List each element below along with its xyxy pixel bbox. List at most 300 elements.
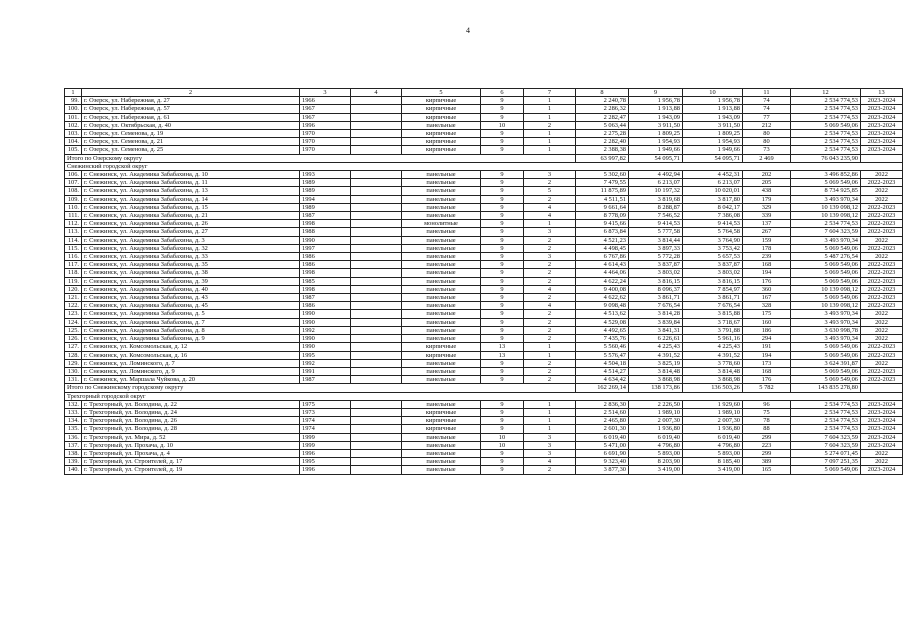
total-cell: 63 997,82: [576, 154, 629, 162]
table-cell: 74: [743, 97, 791, 105]
table-cell: 6 213,07: [683, 179, 743, 187]
table-cell: 9: [481, 318, 524, 326]
table-cell: 111.: [65, 212, 82, 220]
table-row: [65, 253, 903, 261]
table-cell: 2022: [861, 236, 903, 244]
table-cell: 3 817,80: [683, 195, 743, 203]
table-cell: [351, 138, 402, 146]
table-cell: 9: [481, 449, 524, 457]
total-cell: 54 095,71: [683, 154, 743, 162]
table-cell: 2 534 774,53: [791, 130, 861, 138]
table-cell: 2022-2023: [861, 376, 903, 384]
table-cell: 130.: [65, 367, 82, 375]
table-cell: 4 796,80: [683, 441, 743, 449]
table-cell: 9: [481, 228, 524, 236]
table-cell: 4 521,23: [576, 236, 629, 244]
table-row: [65, 359, 903, 367]
table-cell: 1974: [300, 417, 351, 425]
table-cell: 1: [524, 146, 576, 154]
table-cell: 2022: [861, 458, 903, 466]
table-cell: 3: [524, 253, 576, 261]
table-cell: 3 816,15: [629, 277, 683, 285]
table-cell: 2022-2023: [861, 269, 903, 277]
table-cell: 2 534 774,53: [791, 113, 861, 121]
table-cell: 3 897,33: [629, 244, 683, 252]
table-cell: 137: [743, 220, 791, 228]
table-cell: [351, 179, 402, 187]
table-cell: г. Снежинск, ул. Академика Забабахина, д. 5: [82, 310, 300, 318]
table-cell: 339: [743, 212, 791, 220]
column-number-6: 6: [481, 89, 524, 97]
table-cell: 1974: [300, 425, 351, 433]
table-cell: г. Снежинск, ул. Ломинского, д. 9: [82, 367, 300, 375]
table-cell: [351, 351, 402, 359]
table-cell: панельные: [402, 458, 481, 466]
table-row: [65, 212, 903, 220]
table-cell: 99.: [65, 97, 82, 105]
table-cell: 9: [481, 400, 524, 408]
table-cell: [351, 335, 402, 343]
table-cell: 175: [743, 310, 791, 318]
table-cell: 9: [481, 97, 524, 105]
table-cell: 106.: [65, 171, 82, 179]
table-cell: 1: [524, 113, 576, 121]
table-cell: 2 836,30: [576, 400, 629, 408]
table-cell: 7 546,52: [629, 212, 683, 220]
table-cell: кирпичные: [402, 417, 481, 425]
table-cell: [351, 228, 402, 236]
table-cell: г. Озерск, ул. Семенова, д. 21: [82, 138, 300, 146]
table-cell: 2022-2023: [861, 244, 903, 252]
table-cell: 9: [481, 179, 524, 187]
table-cell: панельные: [402, 302, 481, 310]
table-cell: 6 019,40: [576, 433, 629, 441]
table-cell: панельные: [402, 277, 481, 285]
table-cell: 2: [524, 326, 576, 334]
table-cell: 1967: [300, 105, 351, 113]
table-row: [65, 466, 903, 474]
total-cell: 143 835 278,80: [791, 384, 861, 392]
table-cell: 5 777,58: [629, 228, 683, 236]
total-label: Итого по Озерскому округу: [65, 154, 576, 162]
table-cell: 3 861,71: [629, 294, 683, 302]
table-cell: панельные: [402, 376, 481, 384]
table-row: [65, 113, 903, 121]
table-cell: панельные: [402, 228, 481, 236]
table-cell: г. Снежинск, ул. Академика Забабахина, д. 9: [82, 335, 300, 343]
table-cell: [351, 97, 402, 105]
table-cell: панельные: [402, 318, 481, 326]
total-cell: 2 469: [743, 154, 791, 162]
table-cell: 7 097 251,35: [791, 458, 861, 466]
table-cell: панельные: [402, 179, 481, 187]
table-cell: 2023-2024: [861, 130, 903, 138]
table-cell: панельные: [402, 433, 481, 441]
table-cell: 121.: [65, 294, 82, 302]
table-cell: 2 007,30: [629, 417, 683, 425]
table-cell: 4 511,51: [576, 195, 629, 203]
table-cell: 5 069 549,06: [791, 121, 861, 129]
table-cell: 1 989,10: [683, 408, 743, 416]
table-cell: панельные: [402, 203, 481, 211]
table-cell: 2 534 774,53: [791, 220, 861, 228]
table-cell: [351, 130, 402, 138]
table-cell: 9 098,48: [576, 302, 629, 310]
table-cell: кирпичные: [402, 130, 481, 138]
table-cell: 5 069 549,06: [791, 351, 861, 359]
table-cell: 1992: [300, 326, 351, 334]
table-cell: 1993: [300, 171, 351, 179]
table-cell: 9: [481, 408, 524, 416]
table-cell: 6 019,40: [629, 433, 683, 441]
table-cell: 1 954,93: [683, 138, 743, 146]
table-cell: г. Трехгорный, ул. Володина, д. 24: [82, 408, 300, 416]
table-cell: 1966: [300, 97, 351, 105]
table-cell: г. Снежинск, ул. Академика Забабахина, д. 7: [82, 318, 300, 326]
column-number-2: 2: [82, 89, 300, 97]
table-cell: 3 630 998,78: [791, 326, 861, 334]
table-cell: 117.: [65, 261, 82, 269]
table-cell: [351, 187, 402, 195]
table-cell: 205: [743, 179, 791, 187]
column-number-12: 12: [791, 89, 861, 97]
table-cell: 9: [481, 146, 524, 154]
table-row: [65, 318, 903, 326]
table-cell: г. Снежинск, ул. Академика Забабахина, д. 11: [82, 179, 300, 187]
table-cell: 2022: [861, 335, 903, 343]
table-row: [65, 408, 903, 416]
table-cell: 2023-2024: [861, 138, 903, 146]
table-cell: 2023-2024: [861, 417, 903, 425]
table-cell: г. Снежинск, ул. Академика Забабахина, д. 43: [82, 294, 300, 302]
table-body: [65, 89, 903, 475]
table-cell: 118.: [65, 269, 82, 277]
table-cell: 75: [743, 408, 791, 416]
table-cell: [351, 326, 402, 334]
table-row: [65, 244, 903, 252]
table-cell: 1996: [300, 466, 351, 474]
table-cell: 5 560,46: [576, 343, 629, 351]
table-row: [65, 441, 903, 449]
table-cell: 2: [524, 318, 576, 326]
table-cell: 4 529,08: [576, 318, 629, 326]
table-cell: г. Снежинск, ул. Академика Забабахина, д. 45: [82, 302, 300, 310]
table-cell: 4: [524, 302, 576, 310]
table-cell: г. Трехгорный, ул. Володина, д. 28: [82, 425, 300, 433]
table-cell: 9 414,53: [683, 220, 743, 228]
table-cell: 2: [524, 269, 576, 277]
table-cell: 2: [524, 179, 576, 187]
total-cell: 76 043 235,90: [791, 154, 861, 162]
table-cell: 3: [524, 441, 576, 449]
table-cell: г. Снежинск, ул. Академика Забабахина, д. 8: [82, 326, 300, 334]
table-cell: 1991: [300, 367, 351, 375]
table-cell: 329: [743, 203, 791, 211]
table-cell: кирпичные: [402, 146, 481, 154]
table-row: [65, 269, 903, 277]
table-cell: 9: [481, 302, 524, 310]
table-cell: 1990: [300, 335, 351, 343]
table-cell: 9 415,66: [576, 220, 629, 228]
table-cell: [351, 343, 402, 351]
table-cell: 1970: [300, 146, 351, 154]
table-cell: 10 139 098,12: [791, 212, 861, 220]
table-cell: [351, 417, 402, 425]
table-cell: 6 691,90: [576, 449, 629, 457]
table-cell: 109.: [65, 195, 82, 203]
table-cell: 9: [481, 285, 524, 293]
table-cell: 2 534 774,53: [791, 146, 861, 154]
table-cell: 7 604 323,59: [791, 228, 861, 236]
table-cell: 294: [743, 335, 791, 343]
total-row: [65, 154, 903, 162]
table-cell: 5 772,28: [629, 253, 683, 261]
table-cell: 4 225,43: [683, 343, 743, 351]
table-cell: 9: [481, 236, 524, 244]
table-cell: 9: [481, 203, 524, 211]
table-cell: 4: [524, 203, 576, 211]
table-cell: [351, 212, 402, 220]
total-cell: 54 095,71: [629, 154, 683, 162]
table-cell: г. Снежинск, ул. Ломинского, д. 7: [82, 359, 300, 367]
table-cell: 5 069 549,06: [791, 244, 861, 252]
table-cell: 9: [481, 417, 524, 425]
table-cell: [351, 466, 402, 474]
table-cell: 2022: [861, 253, 903, 261]
table-cell: 3 791,88: [683, 326, 743, 334]
table-cell: 113.: [65, 228, 82, 236]
table-cell: 5 069 549,06: [791, 269, 861, 277]
table-cell: 1: [524, 408, 576, 416]
table-cell: 1: [524, 417, 576, 425]
table-cell: 1998: [300, 285, 351, 293]
table-cell: 4 634,42: [576, 376, 629, 384]
table-cell: 186: [743, 326, 791, 334]
table-row: [65, 261, 903, 269]
table-cell: 1970: [300, 130, 351, 138]
table-cell: 2023-2024: [861, 408, 903, 416]
table-row: [65, 310, 903, 318]
table-cell: 9: [481, 294, 524, 302]
table-row: [65, 105, 903, 113]
table-cell: панельные: [402, 335, 481, 343]
table-cell: 134.: [65, 417, 82, 425]
table-cell: 1 954,93: [629, 138, 683, 146]
table-cell: 138.: [65, 449, 82, 457]
table-cell: 2023-2024: [861, 105, 903, 113]
table-row: [65, 179, 903, 187]
table-cell: панельные: [402, 400, 481, 408]
table-cell: 1990: [300, 236, 351, 244]
table-cell: 4 513,62: [576, 310, 629, 318]
table-cell: г. Снежинск, ул. Академика Забабахина, д. 26: [82, 220, 300, 228]
table-cell: 2023-2024: [861, 400, 903, 408]
total-cell: 5 782: [743, 384, 791, 392]
table-cell: 4 391,52: [683, 351, 743, 359]
table-cell: 1985: [300, 277, 351, 285]
table-row: [65, 449, 903, 457]
table-cell: 160: [743, 318, 791, 326]
table-cell: г. Снежинск, ул. Академика Забабахина, д. 13: [82, 187, 300, 195]
table-row: [65, 433, 903, 441]
table-cell: 8 096,37: [629, 285, 683, 293]
table-cell: 2: [524, 244, 576, 252]
table-cell: 1 936,80: [683, 425, 743, 433]
table-cell: 6 019,40: [683, 433, 743, 441]
table-row: [65, 302, 903, 310]
table-cell: [351, 261, 402, 269]
table-cell: 1: [524, 105, 576, 113]
table-cell: 5 063,44: [576, 121, 629, 129]
table-cell: 1 949,66: [629, 146, 683, 154]
table-cell: кирпичные: [402, 97, 481, 105]
table-cell: 4 225,43: [629, 343, 683, 351]
table-row: [65, 228, 903, 236]
table-cell: 2022: [861, 195, 903, 203]
table-cell: 5 893,00: [683, 449, 743, 457]
table-cell: 1998: [300, 269, 351, 277]
table-cell: 123.: [65, 310, 82, 318]
table-cell: 2022-2023: [861, 228, 903, 236]
table-cell: 4: [524, 285, 576, 293]
table-cell: [351, 359, 402, 367]
table-cell: 107.: [65, 179, 82, 187]
column-number-8: 8: [576, 89, 629, 97]
table-cell: 7 435,76: [576, 335, 629, 343]
table-cell: 9: [481, 425, 524, 433]
table-cell: 3 718,67: [683, 318, 743, 326]
table-row: [65, 335, 903, 343]
table-cell: 1: [524, 351, 576, 359]
table-cell: 5 657,53: [683, 253, 743, 261]
table-cell: 128.: [65, 351, 82, 359]
table-cell: 4 391,52: [629, 351, 683, 359]
table-cell: панельные: [402, 121, 481, 129]
table-cell: 2023-2024: [861, 466, 903, 474]
table-cell: 116.: [65, 253, 82, 261]
table-cell: 10 197,32: [629, 187, 683, 195]
table-cell: г. Трехгорный, ул. Володина, д. 26: [82, 417, 300, 425]
table-cell: 1992: [300, 359, 351, 367]
table-cell: 2 534 774,53: [791, 417, 861, 425]
table-cell: г. Трехгорный, ул. Володина, д. 22: [82, 400, 300, 408]
table-cell: 2: [524, 121, 576, 129]
table-cell: 2 534 774,53: [791, 105, 861, 113]
total-cell: 136 503,26: [683, 384, 743, 392]
table-cell: кирпичные: [402, 425, 481, 433]
table-cell: 2 388,38: [576, 146, 629, 154]
table-cell: 2022: [861, 187, 903, 195]
table-cell: г. Трехгорный, ул. Строителей, д. 19: [82, 466, 300, 474]
table-cell: 5 069 549,06: [791, 277, 861, 285]
table-cell: 5: [524, 187, 576, 195]
table-cell: [351, 449, 402, 457]
table-cell: 9: [481, 130, 524, 138]
table-cell: панельные: [402, 367, 481, 375]
table-cell: 4: [524, 212, 576, 220]
table-cell: г. Снежинск, ул. Маршала Чуйкова, д. 20: [82, 376, 300, 384]
table-cell: 5 576,47: [576, 351, 629, 359]
table-cell: 2: [524, 376, 576, 384]
table-cell: 6 767,86: [576, 253, 629, 261]
table-row: [65, 220, 903, 228]
table-cell: 328: [743, 302, 791, 310]
table-row: [65, 294, 903, 302]
table-cell: 1999: [300, 441, 351, 449]
table-cell: панельные: [402, 187, 481, 195]
table-cell: 1975: [300, 400, 351, 408]
table-cell: 8 042,17: [683, 203, 743, 211]
table-cell: [351, 105, 402, 113]
table-cell: 5 069 549,06: [791, 261, 861, 269]
table-cell: 3 837,87: [683, 261, 743, 269]
table-row: [65, 121, 903, 129]
table-cell: 2: [524, 466, 576, 474]
table-cell: 6 226,61: [629, 335, 683, 343]
table-cell: 9 414,53: [629, 220, 683, 228]
table-cell: 11 875,89: [576, 187, 629, 195]
table-cell: 3 803,02: [629, 269, 683, 277]
table-cell: 3: [524, 171, 576, 179]
table-cell: [351, 294, 402, 302]
table-cell: 8 203,90: [629, 458, 683, 466]
table-cell: 239: [743, 253, 791, 261]
table-cell: 78: [743, 417, 791, 425]
table-cell: 173: [743, 359, 791, 367]
table-cell: 2 534 774,53: [791, 425, 861, 433]
table-cell: 124.: [65, 318, 82, 326]
table-cell: 3 861,71: [683, 294, 743, 302]
table-cell: 1967: [300, 113, 351, 121]
table-cell: 9: [481, 359, 524, 367]
table-cell: 389: [743, 458, 791, 466]
table-cell: 127.: [65, 343, 82, 351]
table-cell: 176: [743, 277, 791, 285]
table-cell: 1: [524, 425, 576, 433]
table-cell: 1989: [300, 203, 351, 211]
table-cell: [351, 203, 402, 211]
table-cell: 96: [743, 400, 791, 408]
table-cell: 3 419,00: [683, 466, 743, 474]
table-cell: 2022: [861, 318, 903, 326]
table-row: [65, 171, 903, 179]
table-cell: 114.: [65, 236, 82, 244]
table-cell: [351, 253, 402, 261]
table-cell: 1990: [300, 318, 351, 326]
table-cell: [351, 244, 402, 252]
table-cell: 3 815,88: [683, 310, 743, 318]
table-row: [65, 130, 903, 138]
table-cell: панельные: [402, 253, 481, 261]
table-cell: 3 496 852,86: [791, 171, 861, 179]
table-cell: 5 069 549,06: [791, 466, 861, 474]
table-cell: 1: [524, 220, 576, 228]
table-cell: [351, 236, 402, 244]
table-cell: 2022: [861, 449, 903, 457]
table-cell: 5 069 549,06: [791, 179, 861, 187]
table-cell: [351, 367, 402, 375]
total-cell: [861, 384, 903, 392]
table-cell: 3 493 970,34: [791, 310, 861, 318]
table-row: [65, 203, 903, 211]
table-cell: 2022-2023: [861, 212, 903, 220]
table-cell: 4 492,94: [629, 171, 683, 179]
table-cell: 1996: [300, 449, 351, 457]
table-cell: 1987: [300, 212, 351, 220]
table-row: [65, 236, 903, 244]
table-cell: 1989: [300, 179, 351, 187]
table-cell: 3 816,15: [683, 277, 743, 285]
